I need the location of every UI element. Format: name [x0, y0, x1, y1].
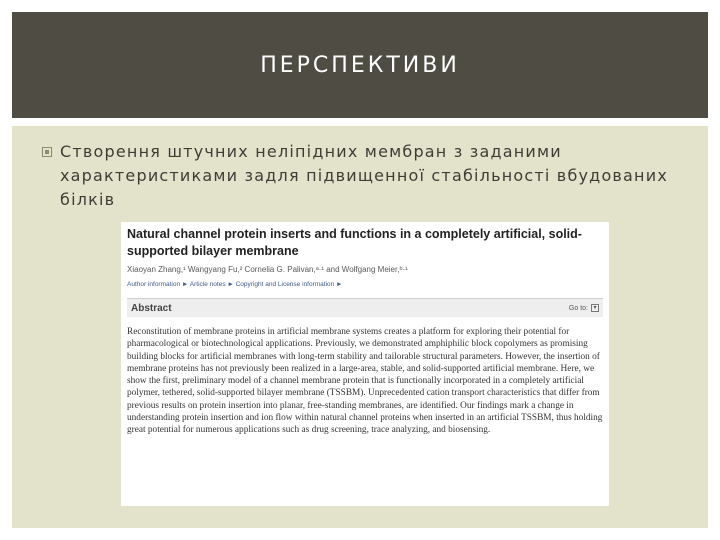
- article-info-links: Author information ► Article notes ► Copyright and License information ►: [127, 281, 343, 288]
- goto-label: Go to:: [568, 304, 588, 312]
- bullet-item: [42, 140, 682, 212]
- article-title: Natural channel protein inserts and functions in a completely artificial, solid-supported bilayer membrane: [127, 227, 582, 258]
- slide-header: [12, 12, 708, 118]
- chevron-down-icon: ▾: [591, 304, 599, 312]
- abstract-header-bar: [127, 298, 603, 317]
- abstract-body: Reconstitution of membrane proteins in artificial membrane systems creates a platform for exploring their potential for pharmacological or biotechnological applications. Previously, we demonstrated amphiphilic block copolymers as promising building blocks for artificial membranes with long-term stability and tailorable structural parameters. However, the insertion of membrane proteins has not previously been realized in a large-area, stable, and solid-supported artificial membrane. Here, we show the first, preliminary model of a channel membrane protein that is functionally incorporated in a completely artificial polymer, tethered, solid-supported bilayer membrane (TSSBM). Unprecedented cation transport characteristics that differ from previous results on protein insertion into planar, free-standing membranes, are identified. Our findings mark a change in understanding protein insertion and ion flow within natural channel proteins when inserted in an artificial TSSBM, thus holding great potential for numerous applications such as drug screening, trace analyzing, and biosensing.: [127, 327, 603, 436]
- bullet-square-icon: [42, 147, 52, 157]
- article-authors: Xiaoyan Zhang,¹ Wangyang Fu,² Cornelia G. Palivan,ᵃ·¹ and Wolfgang Meier,ᵇ·¹: [127, 265, 408, 274]
- article-screenshot: [121, 222, 609, 506]
- slide-title: ПЕРСПЕКТИВИ: [260, 52, 460, 78]
- abstract-heading: Abstract: [131, 302, 172, 314]
- goto-control: [569, 304, 599, 312]
- bullet-text: Створення штучних неліпідних мембран з заданими характеристиками задля підвищенної стабільності вбудованих білків: [60, 142, 668, 209]
